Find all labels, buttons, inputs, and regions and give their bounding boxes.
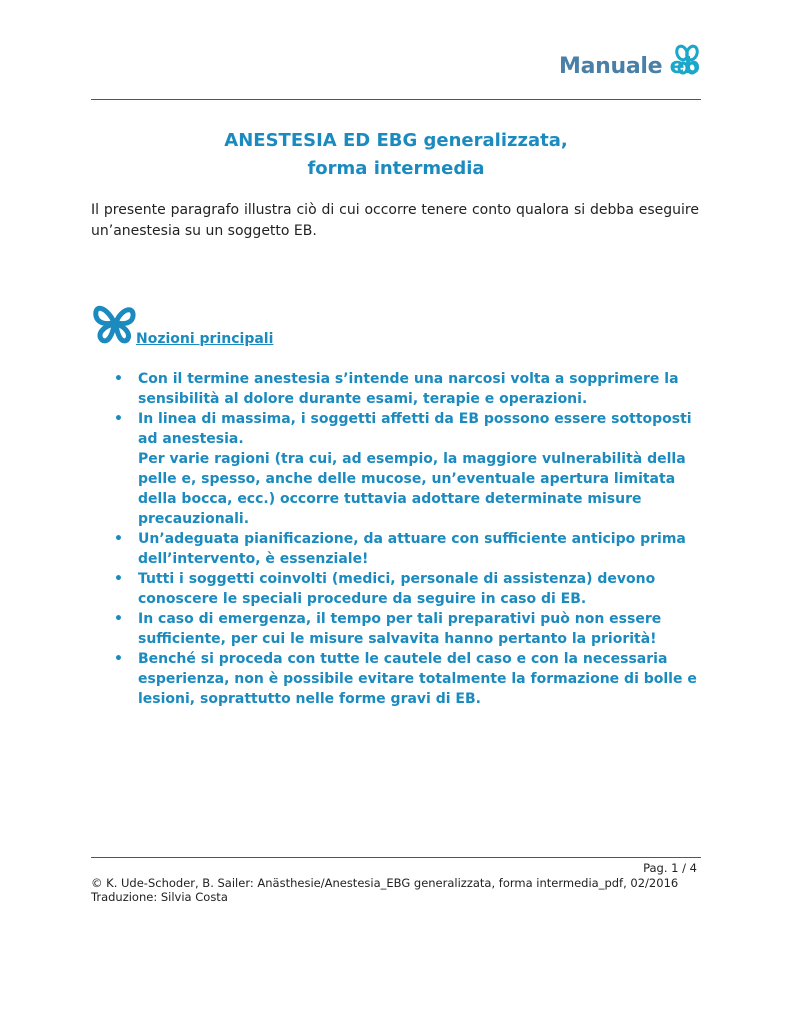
list-item-text: In caso di emergenza, il tempo per tali preparativi può non essere sufficiente, per cui le misure salvavita hanno pertanto la priorità! (138, 611, 662, 647)
list-item-text: Con il termine anestesia s’intende una narcosi volta a sopprimere la sensibilità al dolore durante esami, terapie e operazioni. (138, 371, 679, 407)
intro-paragraph: Il presente paragrafo illustra ciò di cui occorre tenere conto qualora si debba eseguire un’anestesia su un soggetto EB. (91, 202, 699, 239)
key-points-list (110, 369, 710, 709)
footer-divider (91, 857, 701, 858)
bullet-dot-icon: • (114, 411, 123, 427)
list-item (110, 609, 710, 649)
logo-word: Manuale (559, 54, 663, 79)
butterfly-logo-icon (673, 44, 701, 78)
bullet-dot-icon: • (114, 531, 123, 547)
section-heading: Nozioni principali (136, 331, 274, 347)
title-line-1: ANESTESIA ED EBG generalizzata, (224, 130, 568, 151)
page-title (91, 127, 701, 183)
list-item-text: In linea di massima, i soggetti affetti da EB possono essere sottoposti ad anestesia. (138, 411, 692, 447)
list-item-extra-text: Per varie ragioni (tra cui, ad esempio, la maggiore vulnerabilità della pelle e, spesso, anche delle mucose, un’eventuale apertura limitata della bocca, ecc.) occorre tuttavia adottare determinate misure precauzionali. (138, 451, 686, 527)
manuale-eb-logo (555, 42, 705, 86)
butterfly-section-icon (92, 300, 138, 348)
list-item (110, 529, 710, 569)
logo-suffix: eb (669, 54, 700, 79)
bullet-dot-icon: • (114, 611, 123, 627)
title-line-2: forma intermedia (307, 158, 485, 179)
list-item-text: Benché si proceda con tutte le cautele del caso e con la necessaria esperienza, non è possibile evitare totalmente la formazione di bolle e lesioni, soprattutto nelle forme gravi di EB. (138, 651, 697, 707)
list-item (110, 649, 710, 709)
translator-line: Traduzione: Silvia Costa (91, 890, 228, 904)
header-divider (91, 99, 701, 100)
list-item-text: Un’adeguata pianificazione, da attuare con sufficiente anticipo prima dell’intervento, è essenziale! (138, 531, 686, 567)
list-item (110, 369, 710, 409)
bullet-dot-icon: • (114, 571, 123, 587)
copyright-line: © K. Ude-Schoder, B. Sailer: Anästhesie/Anestesia_EBG generalizzata, forma intermedia_pdf, 02/2016 (91, 876, 679, 890)
page-number: Pag. 1 / 4 (643, 861, 697, 875)
bullet-dot-icon: • (114, 371, 123, 387)
bullet-dot-icon: • (114, 651, 123, 667)
list-item-text: Tutti i soggetti coinvolti (medici, personale di assistenza) devono conoscere le speciali procedure da seguire in caso di EB. (138, 571, 656, 607)
list-item (110, 409, 710, 529)
list-item (110, 569, 710, 609)
